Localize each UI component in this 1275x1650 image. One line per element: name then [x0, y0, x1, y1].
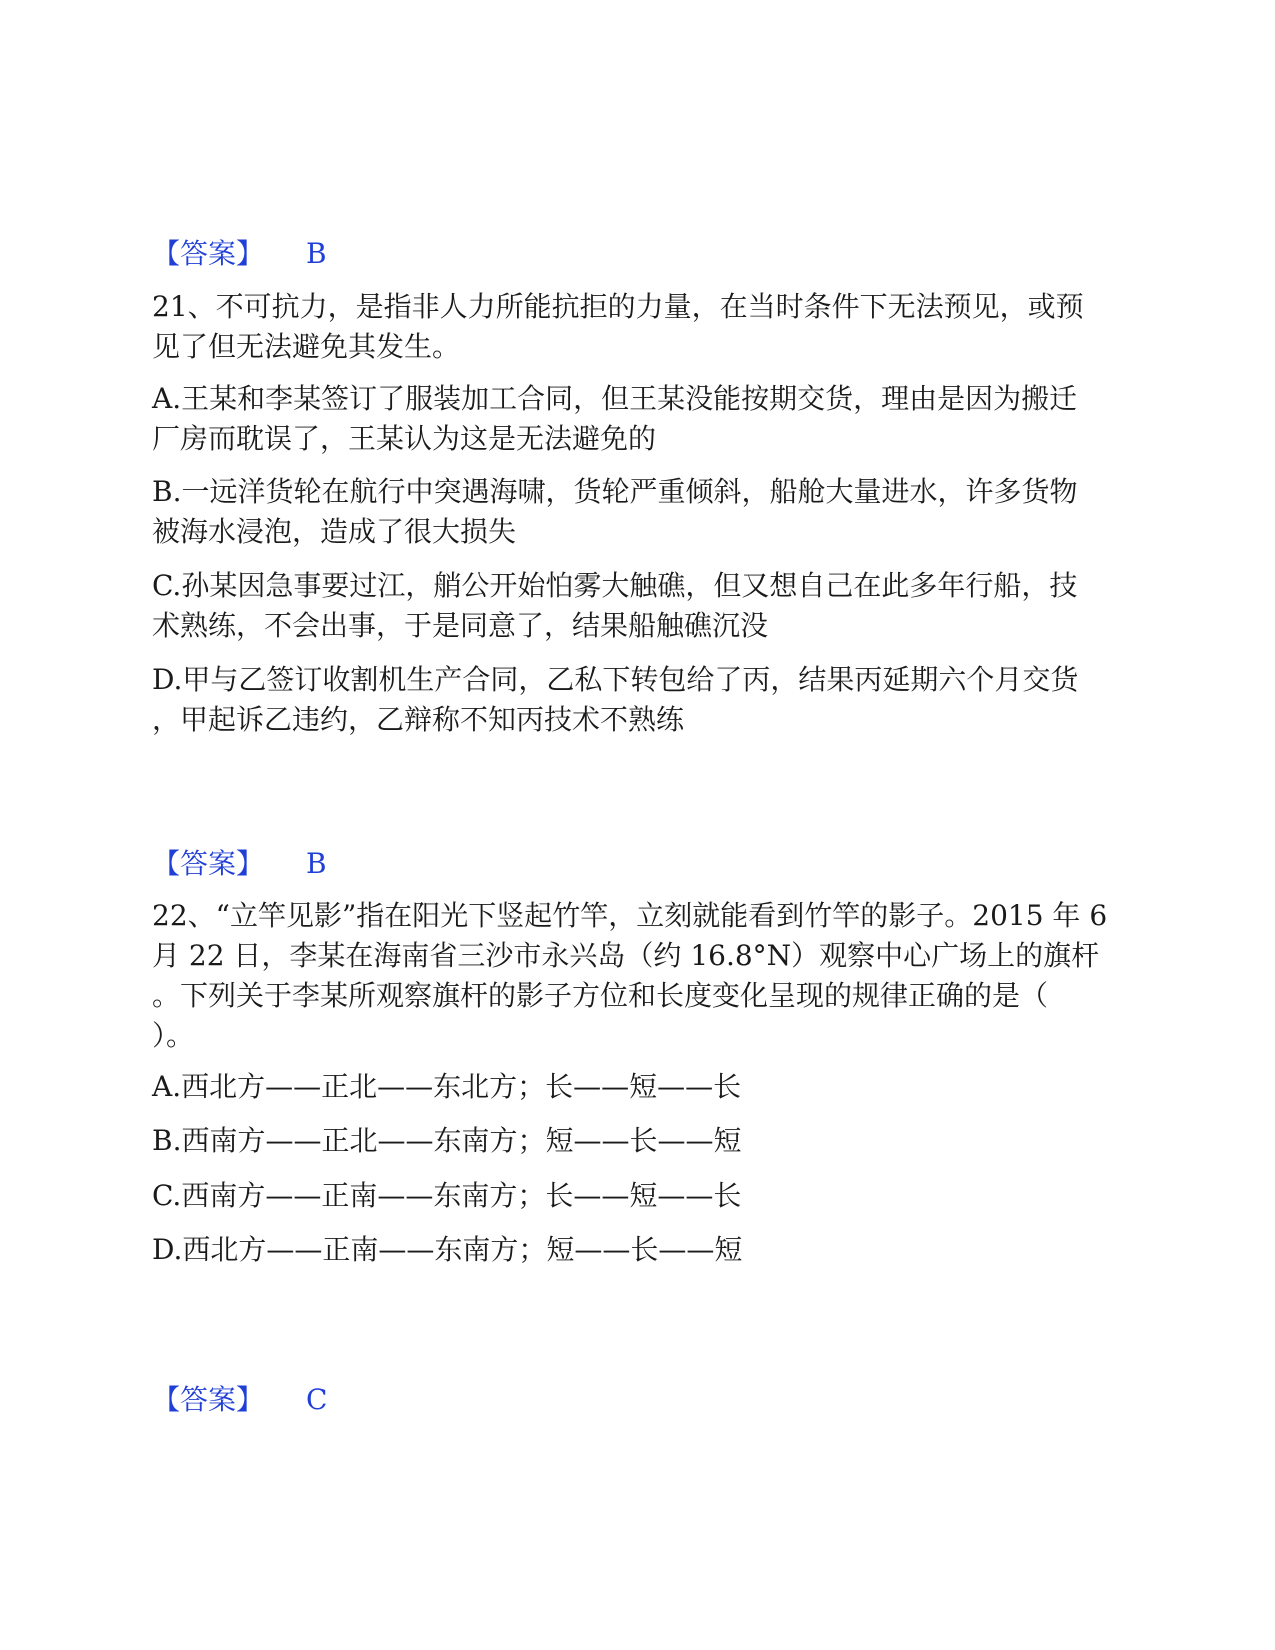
answer-value: C — [306, 1383, 328, 1416]
question-22-option-a — [152, 1067, 1112, 1107]
option-text-line: B.一远洋货轮在航行中突遇海啸，货轮严重倾斜，船舱大量进水，许多货物 — [152, 475, 1078, 508]
answer-value: B — [306, 237, 327, 270]
answer-line — [152, 842, 327, 882]
question-text-line: 22、“立竿见影”指在阳光下竖起竹竿，立刻就能看到竹竿的影子。2015 年 6 — [152, 899, 1108, 932]
option-text-line: A.西北方——正北——东北方；长——短——长 — [152, 1070, 742, 1103]
answer-line — [152, 232, 327, 272]
option-text-line: D.甲与乙签订收割机生产合同，乙私下转包给了丙，结果丙延期六个月交货 — [152, 663, 1079, 696]
option-text-line: A.王某和李某签订了服装加工合同，但王某没能按期交货，理由是因为搬迁 — [152, 382, 1078, 415]
question-text-line: 月 22 日，李某在海南省三沙市永兴岛（约 16.8°N）观察中心广场上的旗杆 — [152, 939, 1100, 972]
answer-label: 【答案】 — [152, 847, 265, 880]
question-21-option-d — [152, 660, 1112, 740]
question-22-option-c — [152, 1176, 1112, 1216]
option-text-line: B.西南方——正北——东南方；短——长——短 — [152, 1124, 742, 1157]
answer-label: 【答案】 — [152, 237, 265, 270]
question-text-line: ）。 — [152, 1019, 195, 1052]
answer-value: B — [306, 847, 327, 880]
question-21-option-c — [152, 566, 1112, 646]
question-21-option-a — [152, 379, 1112, 459]
answer-line — [152, 1378, 327, 1418]
question-text-line: 。下列关于李某所观察旗杆的影子方位和长度变化呈现的规律正确的是（ — [152, 979, 1049, 1012]
question-22-stem — [152, 896, 1112, 1056]
option-text-line: 术熟练，不会出事，于是同意了，结果船触礁沉没 — [152, 609, 769, 642]
question-21-stem — [152, 287, 1112, 367]
answer-label: 【答案】 — [152, 1383, 265, 1416]
option-text-line: ，甲起诉乙违约，乙辩称不知丙技术不熟练 — [152, 703, 685, 736]
option-text-line: 被海水浸泡，造成了很大损失 — [152, 515, 517, 548]
option-text-line: 厂房而耽误了，王某认为这是无法避免的 — [152, 422, 657, 455]
question-text-line: 见了但无法避免其发生。 — [152, 330, 461, 363]
option-text-line: D.西北方——正南——东南方；短——长——短 — [152, 1233, 743, 1266]
question-21-option-b — [152, 472, 1112, 552]
question-22-option-b — [152, 1121, 1112, 1161]
question-22-option-d — [152, 1230, 1112, 1270]
option-text-line: C.孙某因急事要过江，艄公开始怕雾大触礁，但又想自己在此多年行船，技 — [152, 569, 1078, 602]
question-text-line: 21、不可抗力，是指非人力所能抗拒的力量，在当时条件下无法预见，或预 — [152, 290, 1084, 323]
option-text-line: C.西南方——正南——东南方；长——短——长 — [152, 1179, 742, 1212]
